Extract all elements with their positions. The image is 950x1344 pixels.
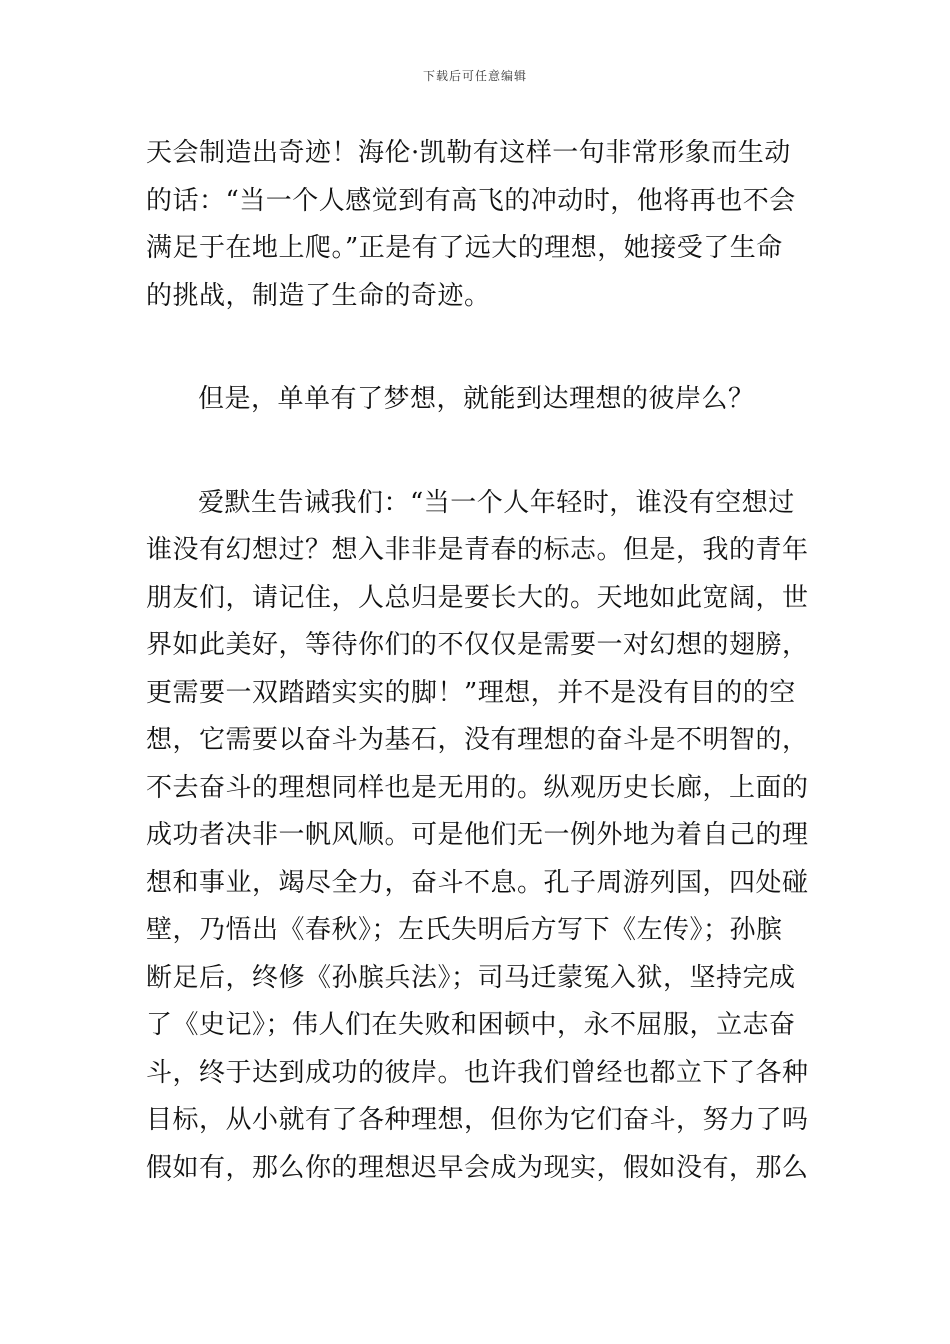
text-line: 假如有，那么你的理想迟早会成为现实，假如没有，那么 [146,1152,809,1183]
page-header-note: 下载后可任意编辑 [422,69,527,83]
paragraph-question [146,376,816,424]
text-line: 天会制造出奇迹！海伦·凯勒有这样一句非常形象而生动 [146,138,791,168]
text-line: 朋友们，请记住，人总归是要长大的。天地如此宽阔，世 [146,582,809,613]
text-line: 的挑战，制造了生命的奇迹。 [146,280,491,311]
text-line: 不去奋斗的理想同样也是无用的。纵观历史长廊，上面的 [146,772,809,803]
text-line: 成功者决非一帆风顺。可是他们无一例外地为着自己的理 [146,820,809,850]
text-line: 的话：“当一个人感觉到有高飞的冲动时，他将再也不会 [146,185,796,216]
text-line: 满足于在地上爬。”正是有了远大的理想，她接受了生命 [146,233,783,263]
text-line: 爱默生告诫我们：“当一个人年轻时，谁没有空想过 [198,487,795,518]
paragraph-helen-keller [146,130,816,320]
text-line: 壁，乃悟出《春秋》；左氏失明后方写下《左传》；孙膑 [146,915,783,945]
text-line: 目标，从小就有了各种理想，但你为它们奋斗，努力了吗 [146,1105,809,1135]
text-line: 了《史记》；伟人们在失败和困顿中，永不屈服，立志奋 [146,1010,796,1040]
text-line: 界如此美好，等待你们的不仅仅是需要一对幻想的翅膀， [146,630,809,660]
paragraph-emerson [146,480,816,1193]
document-body [146,130,816,1192]
text-line: 想和事业，竭尽全力，奋斗不息。孔子周游列国，四处碰 [146,867,809,898]
paragraph-gap [146,424,816,480]
text-line: 断足后，终修《孙膑兵法》；司马迁蒙冤入狱，坚持完成 [146,962,796,993]
text-line: 想，它需要以奋斗为基石，没有理想的奋斗是不明智的， [146,725,809,755]
paragraph-gap [146,320,816,376]
text-line: 斗，终于达到成功的彼岸。也许我们曾经也都立下了各种 [146,1057,809,1088]
text-line: 谁没有幻想过？想入非非是青春的标志。但是，我的青年 [146,535,809,565]
text-line: 更需要一双踏踏实实的脚！”理想，并不是没有目的的空 [146,677,796,708]
text-line: 但是，单单有了梦想，就能到达理想的彼岸么？ [198,384,755,414]
